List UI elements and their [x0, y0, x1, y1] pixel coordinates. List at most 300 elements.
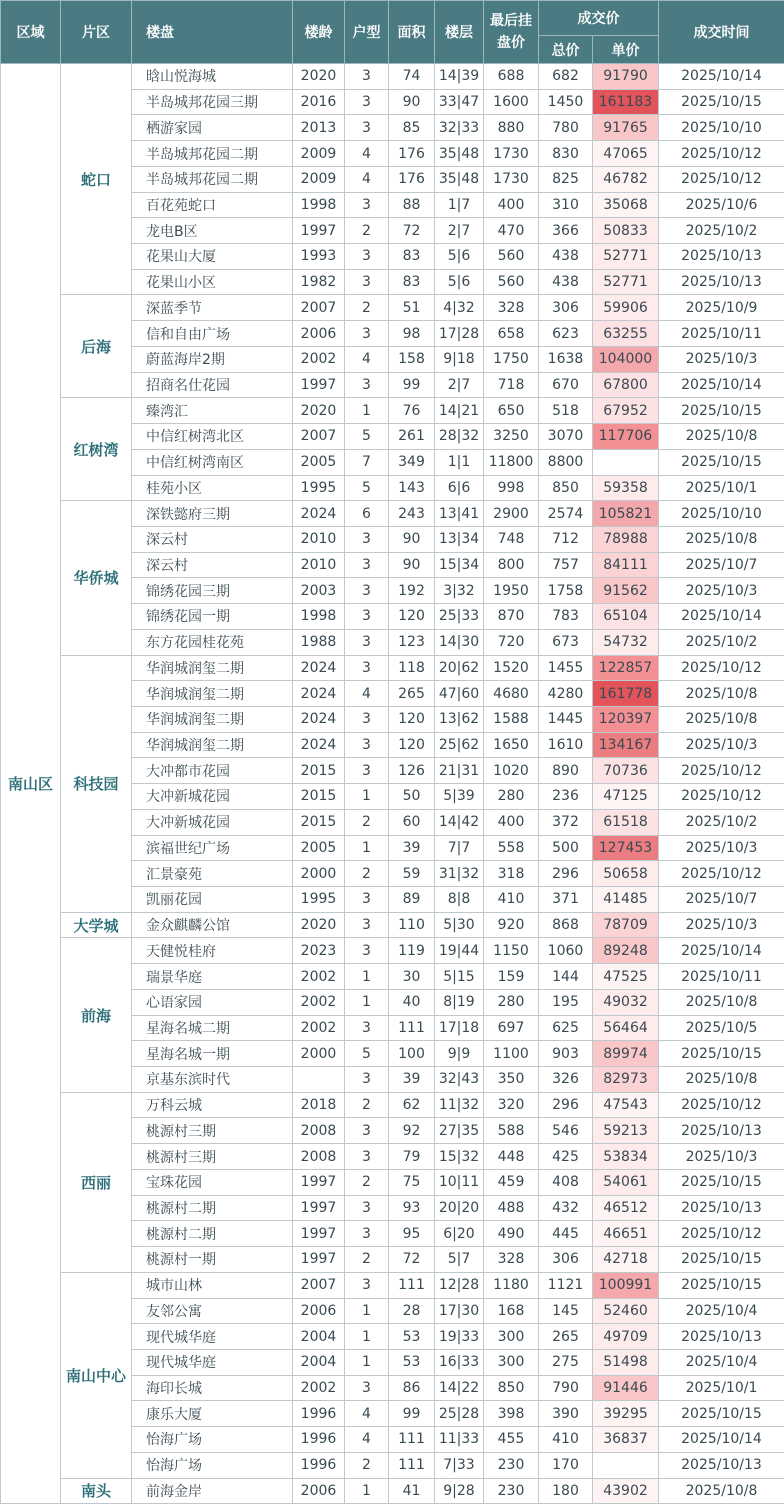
floor-cell: 14|30: [435, 629, 484, 655]
age-cell: 2005: [293, 835, 345, 861]
total-cell: 903: [539, 1041, 593, 1067]
estate-cell: 华润城润玺二期: [132, 681, 293, 707]
total-cell: 3070: [539, 424, 593, 450]
estate-cell: 万科云城: [132, 1092, 293, 1118]
total-cell: 390: [539, 1401, 593, 1427]
table-row: [1, 1272, 784, 1298]
floor-cell: 25|28: [435, 1401, 484, 1427]
floor-cell: 17|30: [435, 1298, 484, 1324]
area-cell: 88: [389, 192, 435, 218]
unit-cell: 46782: [593, 166, 659, 192]
last-price-cell: 850: [484, 1375, 539, 1401]
floor-cell: 14|22: [435, 1375, 484, 1401]
last-price-cell: 11800: [484, 449, 539, 475]
age-cell: 2006: [293, 1298, 345, 1324]
total-cell: 170: [539, 1452, 593, 1478]
total-cell: 783: [539, 604, 593, 630]
age-cell: 2006: [293, 321, 345, 347]
unit-cell: 63255: [593, 321, 659, 347]
total-cell: 438: [539, 269, 593, 295]
floor-cell: 31|32: [435, 861, 484, 887]
floor-cell: 8|19: [435, 989, 484, 1015]
last-price-cell: 400: [484, 809, 539, 835]
age-cell: 2006: [293, 1478, 345, 1504]
floor-cell: 25|62: [435, 732, 484, 758]
total-cell: 780: [539, 115, 593, 141]
total-cell: 546: [539, 1118, 593, 1144]
table-row: [1, 655, 784, 681]
last-price-cell: 159: [484, 964, 539, 990]
age-cell: 2003: [293, 578, 345, 604]
unit-cell: 104000: [593, 346, 659, 372]
age-cell: 2000: [293, 861, 345, 887]
date-cell: 2025/10/15: [659, 89, 784, 115]
total-cell: 180: [539, 1478, 593, 1504]
date-cell: 2025/10/14: [659, 372, 784, 398]
last-price-cell: 1588: [484, 706, 539, 732]
date-cell: 2025/10/8: [659, 1067, 784, 1093]
last-price-cell: 718: [484, 372, 539, 398]
estate-cell: 臻湾汇: [132, 398, 293, 424]
total-cell: 265: [539, 1324, 593, 1350]
total-cell: 408: [539, 1169, 593, 1195]
floor-cell: 3|32: [435, 578, 484, 604]
district-cell: 西丽: [61, 1092, 132, 1272]
total-cell: 372: [539, 809, 593, 835]
layout-cell: 3: [345, 758, 389, 784]
last-price-cell: 748: [484, 526, 539, 552]
total-cell: 623: [539, 321, 593, 347]
last-price-cell: 870: [484, 604, 539, 630]
floor-cell: 13|34: [435, 526, 484, 552]
floor-cell: 6|6: [435, 475, 484, 501]
area-cell: 120: [389, 732, 435, 758]
last-price-cell: 920: [484, 912, 539, 938]
layout-cell: 3: [345, 1015, 389, 1041]
estate-cell: 大冲新城花园: [132, 784, 293, 810]
unit-cell: 52771: [593, 244, 659, 270]
area-cell: 93: [389, 1195, 435, 1221]
estate-cell: 心语家园: [132, 989, 293, 1015]
layout-cell: 3: [345, 1144, 389, 1170]
floor-cell: 33|47: [435, 89, 484, 115]
estate-cell: 蔚蓝海岸2期: [132, 346, 293, 372]
total-cell: 195: [539, 989, 593, 1015]
floor-cell: 5|6: [435, 244, 484, 270]
total-cell: 1610: [539, 732, 593, 758]
unit-cell: 127453: [593, 835, 659, 861]
estate-cell: 桃源村一期: [132, 1247, 293, 1273]
estate-cell: 半岛城邦花园二期: [132, 166, 293, 192]
estate-cell: 锦绣花园一期: [132, 604, 293, 630]
floor-cell: 15|32: [435, 1144, 484, 1170]
area-cell: 79: [389, 1144, 435, 1170]
floor-cell: 7|33: [435, 1452, 484, 1478]
total-cell: 371: [539, 887, 593, 913]
area-cell: 126: [389, 758, 435, 784]
area-cell: 99: [389, 1401, 435, 1427]
layout-cell: 3: [345, 321, 389, 347]
date-cell: 2025/10/7: [659, 552, 784, 578]
unit-cell: 122857: [593, 655, 659, 681]
age-cell: 2024: [293, 681, 345, 707]
date-cell: 2025/10/15: [659, 1247, 784, 1273]
floor-cell: 1|1: [435, 449, 484, 475]
age-cell: 2024: [293, 655, 345, 681]
unit-cell: 47525: [593, 964, 659, 990]
floor-cell: 4|32: [435, 295, 484, 321]
total-cell: 868: [539, 912, 593, 938]
last-price-cell: 455: [484, 1427, 539, 1453]
last-price-cell: 658: [484, 321, 539, 347]
layout-cell: 3: [345, 1272, 389, 1298]
layout-cell: 3: [345, 732, 389, 758]
area-cell: 192: [389, 578, 435, 604]
estate-cell: 大冲新城花园: [132, 809, 293, 835]
total-cell: 1455: [539, 655, 593, 681]
layout-cell: 4: [345, 346, 389, 372]
age-cell: 1997: [293, 1195, 345, 1221]
layout-cell: 1: [345, 1324, 389, 1350]
header-age: 楼龄: [293, 1, 345, 64]
area-cell: 75: [389, 1169, 435, 1195]
layout-cell: 5: [345, 424, 389, 450]
total-cell: 518: [539, 398, 593, 424]
age-cell: 2000: [293, 1041, 345, 1067]
floor-cell: 10|11: [435, 1169, 484, 1195]
layout-cell: 2: [345, 1247, 389, 1273]
total-cell: 890: [539, 758, 593, 784]
area-cell: 100: [389, 1041, 435, 1067]
date-cell: 2025/10/4: [659, 1349, 784, 1375]
layout-cell: 4: [345, 1401, 389, 1427]
last-price-cell: 1750: [484, 346, 539, 372]
age-cell: 2002: [293, 346, 345, 372]
last-price-cell: 650: [484, 398, 539, 424]
floor-cell: 19|33: [435, 1324, 484, 1350]
layout-cell: 1: [345, 835, 389, 861]
total-cell: 1445: [539, 706, 593, 732]
layout-cell: 3: [345, 1375, 389, 1401]
estate-cell: 怡海广场: [132, 1452, 293, 1478]
floor-cell: 14|42: [435, 809, 484, 835]
date-cell: 2025/10/9: [659, 295, 784, 321]
header-unit-price: 单价: [593, 36, 659, 64]
age-cell: 2010: [293, 526, 345, 552]
district-cell: 蛇口: [61, 64, 132, 295]
age-cell: 2002: [293, 989, 345, 1015]
district-cell: 华侨城: [61, 501, 132, 655]
layout-cell: 3: [345, 1195, 389, 1221]
estate-cell: 中信红树湾北区: [132, 424, 293, 450]
unit-cell: 36837: [593, 1427, 659, 1453]
layout-cell: 3: [345, 64, 389, 90]
date-cell: 2025/10/3: [659, 578, 784, 604]
age-cell: 2015: [293, 758, 345, 784]
date-cell: 2025/10/12: [659, 141, 784, 167]
area-cell: 62: [389, 1092, 435, 1118]
area-cell: 95: [389, 1221, 435, 1247]
date-cell: 2025/10/12: [659, 1221, 784, 1247]
area-cell: 143: [389, 475, 435, 501]
estate-cell: 龙电B区: [132, 218, 293, 244]
date-cell: 2025/10/1: [659, 475, 784, 501]
header-last-price: 最后挂盘价: [484, 1, 539, 64]
age-cell: 1995: [293, 887, 345, 913]
layout-cell: 3: [345, 526, 389, 552]
unit-cell: 46651: [593, 1221, 659, 1247]
estate-cell: 京基东滨时代: [132, 1067, 293, 1093]
estate-cell: 汇景豪苑: [132, 861, 293, 887]
total-cell: 445: [539, 1221, 593, 1247]
last-price-cell: 720: [484, 629, 539, 655]
floor-cell: 1|7: [435, 192, 484, 218]
area-cell: 265: [389, 681, 435, 707]
estate-cell: 现代城华庭: [132, 1324, 293, 1350]
total-cell: 1450: [539, 89, 593, 115]
last-price-cell: 328: [484, 1247, 539, 1273]
total-cell: 8800: [539, 449, 593, 475]
area-cell: 50: [389, 784, 435, 810]
area-cell: 92: [389, 1118, 435, 1144]
estate-cell: 滨福世纪广场: [132, 835, 293, 861]
unit-cell: 91790: [593, 64, 659, 90]
layout-cell: 3: [345, 1118, 389, 1144]
date-cell: 2025/10/12: [659, 784, 784, 810]
last-price-cell: 448: [484, 1144, 539, 1170]
age-cell: 1988: [293, 629, 345, 655]
floor-cell: 12|28: [435, 1272, 484, 1298]
table-row: [1, 64, 784, 90]
date-cell: 2025/10/12: [659, 655, 784, 681]
area-cell: 72: [389, 1247, 435, 1273]
unit-cell: 54732: [593, 629, 659, 655]
area-cell: 243: [389, 501, 435, 527]
age-cell: 1997: [293, 1169, 345, 1195]
last-price-cell: 318: [484, 861, 539, 887]
unit-cell: 70736: [593, 758, 659, 784]
area-cell: 176: [389, 141, 435, 167]
estate-cell: 桃源村三期: [132, 1144, 293, 1170]
estate-cell: 怡海广场: [132, 1427, 293, 1453]
area-cell: 83: [389, 244, 435, 270]
age-cell: 1997: [293, 1247, 345, 1273]
total-cell: 306: [539, 295, 593, 321]
layout-cell: 3: [345, 706, 389, 732]
layout-cell: 3: [345, 629, 389, 655]
layout-cell: 3: [345, 269, 389, 295]
estate-cell: 桃源村三期: [132, 1118, 293, 1144]
last-price-cell: 560: [484, 244, 539, 270]
layout-cell: 4: [345, 681, 389, 707]
unit-cell: 84111: [593, 552, 659, 578]
area-cell: 90: [389, 526, 435, 552]
unit-cell: 105821: [593, 501, 659, 527]
district-cell: 科技园: [61, 655, 132, 912]
area-cell: 60: [389, 809, 435, 835]
area-cell: 120: [389, 706, 435, 732]
last-price-cell: 398: [484, 1401, 539, 1427]
floor-cell: 9|28: [435, 1478, 484, 1504]
header-district: 片区: [61, 1, 132, 64]
estate-cell: 天健悦桂府: [132, 938, 293, 964]
last-price-cell: 459: [484, 1169, 539, 1195]
floor-cell: 19|44: [435, 938, 484, 964]
age-cell: 2020: [293, 398, 345, 424]
area-cell: 349: [389, 449, 435, 475]
header-estate: 楼盘: [132, 1, 293, 64]
total-cell: 500: [539, 835, 593, 861]
area-cell: 111: [389, 1427, 435, 1453]
district-cell: 南头: [61, 1478, 132, 1504]
floor-cell: 8|8: [435, 887, 484, 913]
total-cell: 850: [539, 475, 593, 501]
area-cell: 39: [389, 835, 435, 861]
header-region: 区域: [1, 1, 61, 64]
unit-cell: 134167: [593, 732, 659, 758]
estate-cell: 星海名城一期: [132, 1041, 293, 1067]
date-cell: 2025/10/11: [659, 321, 784, 347]
area-cell: 40: [389, 989, 435, 1015]
area-cell: 261: [389, 424, 435, 450]
date-cell: 2025/10/7: [659, 887, 784, 913]
age-cell: 1998: [293, 192, 345, 218]
date-cell: 2025/10/12: [659, 758, 784, 784]
date-cell: 2025/10/10: [659, 115, 784, 141]
total-cell: 825: [539, 166, 593, 192]
unit-cell: 120397: [593, 706, 659, 732]
area-cell: 111: [389, 1015, 435, 1041]
age-cell: 1996: [293, 1427, 345, 1453]
floor-cell: 32|33: [435, 115, 484, 141]
layout-cell: 1: [345, 1349, 389, 1375]
last-price-cell: 1950: [484, 578, 539, 604]
area-cell: 120: [389, 604, 435, 630]
unit-cell: 78709: [593, 912, 659, 938]
last-price-cell: 1650: [484, 732, 539, 758]
header-deal-price: 成交价: [539, 1, 659, 36]
age-cell: 2024: [293, 501, 345, 527]
area-cell: 111: [389, 1272, 435, 1298]
floor-cell: 20|62: [435, 655, 484, 681]
estate-cell: 招商名仕花园: [132, 372, 293, 398]
unit-cell: 50833: [593, 218, 659, 244]
age-cell: 1996: [293, 1452, 345, 1478]
estate-cell: 深铁懿府三期: [132, 501, 293, 527]
last-price-cell: 488: [484, 1195, 539, 1221]
unit-cell: 54061: [593, 1169, 659, 1195]
total-cell: 310: [539, 192, 593, 218]
age-cell: 2024: [293, 732, 345, 758]
last-price-cell: 2900: [484, 501, 539, 527]
unit-cell: 65104: [593, 604, 659, 630]
date-cell: 2025/10/14: [659, 64, 784, 90]
last-price-cell: 400: [484, 192, 539, 218]
layout-cell: 3: [345, 1067, 389, 1093]
table-body: [1, 64, 784, 1504]
unit-cell: [593, 1452, 659, 1478]
date-cell: 2025/10/2: [659, 809, 784, 835]
age-cell: 2007: [293, 424, 345, 450]
unit-cell: 47543: [593, 1092, 659, 1118]
date-cell: 2025/10/6: [659, 192, 784, 218]
area-cell: 98: [389, 321, 435, 347]
total-cell: 144: [539, 964, 593, 990]
header-area: 面积: [389, 1, 435, 64]
area-cell: 118: [389, 655, 435, 681]
date-cell: 2025/10/3: [659, 346, 784, 372]
area-cell: 176: [389, 166, 435, 192]
date-cell: 2025/10/3: [659, 732, 784, 758]
unit-cell: 47065: [593, 141, 659, 167]
layout-cell: 4: [345, 1427, 389, 1453]
date-cell: 2025/10/1: [659, 1375, 784, 1401]
estate-cell: 半岛城邦花园二期: [132, 141, 293, 167]
date-cell: 2025/10/8: [659, 424, 784, 450]
estate-cell: 瑞景华庭: [132, 964, 293, 990]
layout-cell: 3: [345, 89, 389, 115]
district-cell: 前海: [61, 938, 132, 1092]
floor-cell: 6|20: [435, 1221, 484, 1247]
unit-cell: 49032: [593, 989, 659, 1015]
area-cell: 89: [389, 887, 435, 913]
unit-cell: 50658: [593, 861, 659, 887]
district-cell: 南山中心: [61, 1272, 132, 1478]
layout-cell: 3: [345, 938, 389, 964]
age-cell: 2016: [293, 89, 345, 115]
age-cell: 2009: [293, 141, 345, 167]
last-price-cell: 998: [484, 475, 539, 501]
age-cell: 1997: [293, 218, 345, 244]
last-price-cell: 3250: [484, 424, 539, 450]
date-cell: 2025/10/3: [659, 835, 784, 861]
total-cell: 670: [539, 372, 593, 398]
last-price-cell: 280: [484, 784, 539, 810]
header-floor: 楼层: [435, 1, 484, 64]
unit-cell: 41485: [593, 887, 659, 913]
estate-cell: 深蓝季节: [132, 295, 293, 321]
last-price-cell: 300: [484, 1324, 539, 1350]
estate-cell: 现代城华庭: [132, 1349, 293, 1375]
last-price-cell: 230: [484, 1478, 539, 1504]
layout-cell: 3: [345, 372, 389, 398]
layout-cell: 2: [345, 861, 389, 887]
estate-cell: 华润城润玺二期: [132, 732, 293, 758]
date-cell: 2025/10/13: [659, 269, 784, 295]
area-cell: 90: [389, 89, 435, 115]
layout-cell: 3: [345, 887, 389, 913]
layout-cell: 2: [345, 809, 389, 835]
last-price-cell: 560: [484, 269, 539, 295]
table-row: [1, 295, 784, 321]
floor-cell: 17|28: [435, 321, 484, 347]
last-price-cell: 280: [484, 989, 539, 1015]
date-cell: 2025/10/15: [659, 1041, 784, 1067]
unit-cell: 91562: [593, 578, 659, 604]
age-cell: 2002: [293, 1375, 345, 1401]
floor-cell: 35|48: [435, 166, 484, 192]
age-cell: 2007: [293, 295, 345, 321]
unit-cell: 35068: [593, 192, 659, 218]
layout-cell: 2: [345, 218, 389, 244]
unit-cell: 161183: [593, 89, 659, 115]
floor-cell: 9|18: [435, 346, 484, 372]
total-cell: 673: [539, 629, 593, 655]
table-row: [1, 501, 784, 527]
total-cell: 790: [539, 1375, 593, 1401]
estate-cell: 大冲都市花园: [132, 758, 293, 784]
last-price-cell: 350: [484, 1067, 539, 1093]
